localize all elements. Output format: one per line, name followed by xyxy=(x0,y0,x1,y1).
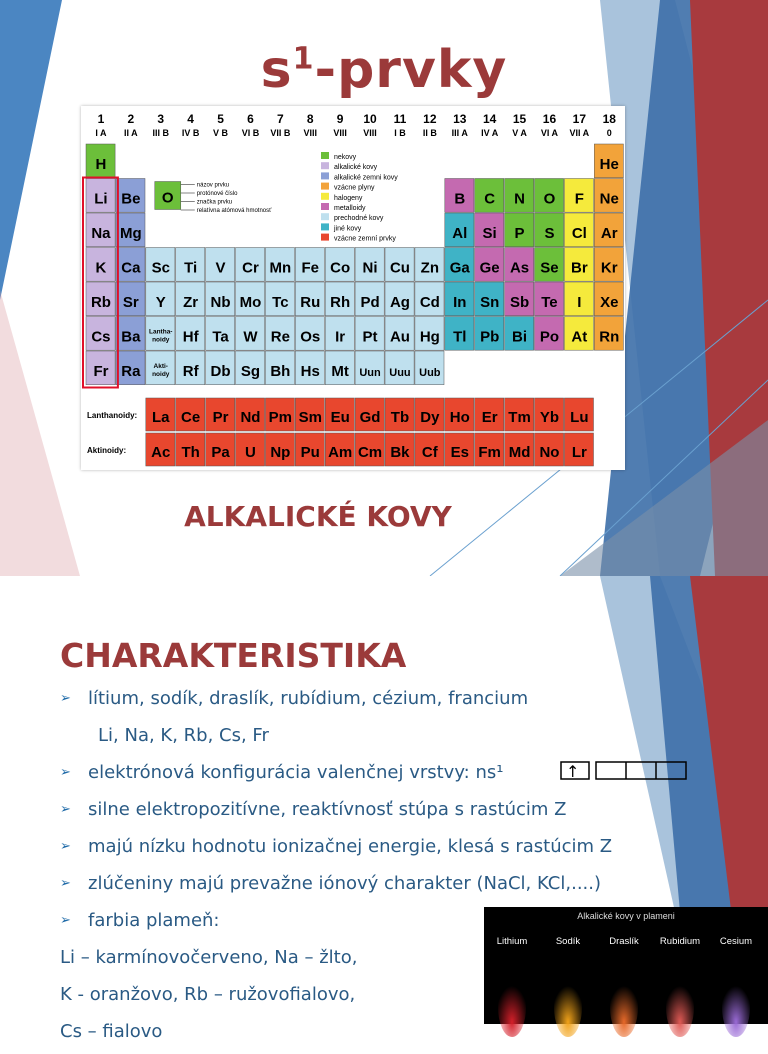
example-symbol: O xyxy=(161,189,174,207)
element-symbol: P xyxy=(514,225,525,242)
flame-shape xyxy=(498,977,526,1037)
element-symbol: Sc xyxy=(151,259,170,277)
element-symbol: Re xyxy=(270,328,290,346)
example-label: názov prvku xyxy=(196,182,230,189)
legend-label: jiné kovy xyxy=(334,225,362,233)
example-label: relatívna atómová hmotnosť xyxy=(196,208,272,214)
group-roman: III A xyxy=(451,128,468,138)
element-symbol: Fm xyxy=(478,444,501,461)
element-symbol: Co xyxy=(330,259,351,277)
flame-label: Sodík xyxy=(555,936,581,947)
element-symbol: Tc xyxy=(272,294,289,311)
element-symbol: Mn xyxy=(269,259,292,277)
legend-swatch xyxy=(321,213,329,220)
legend-swatch xyxy=(321,203,329,210)
legend-label: prechodné kovy xyxy=(334,215,384,223)
group-roman: I A xyxy=(95,128,107,138)
group-roman: VI B xyxy=(241,128,260,138)
flame-test-photo xyxy=(484,907,768,1024)
group-number: 4 xyxy=(187,112,194,126)
element-symbol: Pt xyxy=(362,328,378,346)
group-number: 8 xyxy=(306,112,314,126)
slide-2 xyxy=(0,576,768,1042)
orbital-diagram xyxy=(560,760,690,782)
element-symbol: N xyxy=(514,190,525,208)
element-symbol: Cl xyxy=(571,225,587,242)
element-symbol: No xyxy=(539,444,560,461)
group-number: 11 xyxy=(393,112,407,126)
element-symbol: Pa xyxy=(211,444,230,461)
element-symbol: Mt xyxy=(331,363,349,380)
group-number: 1 xyxy=(97,112,105,126)
element-symbol: In xyxy=(453,294,467,311)
group-number: 18 xyxy=(602,112,616,126)
bullet-arrow-icon: ➢ xyxy=(60,839,71,854)
element-symbol: Pu xyxy=(300,444,320,461)
slide1-title: $s^1$-prvky xyxy=(260,40,508,100)
element-symbol: Ir xyxy=(335,328,346,346)
element-symbol: Pr xyxy=(212,409,229,426)
element-symbol: Rh xyxy=(330,294,351,311)
element-symbol: Nd xyxy=(240,409,261,426)
group-roman: VII B xyxy=(270,128,291,138)
p-orbital-boxes xyxy=(596,762,686,779)
flame-test-svg xyxy=(484,907,768,1024)
group-number: 12 xyxy=(423,112,437,126)
electron-arrow: ↑ xyxy=(566,762,580,781)
list-item-text: Cs – fialovo xyxy=(60,1021,163,1042)
legend-swatch xyxy=(321,172,329,179)
bullet-arrow-icon: ➢ xyxy=(60,876,71,891)
element-symbol: Al xyxy=(452,225,468,242)
element-symbol: Ga xyxy=(449,259,470,277)
group-number: 5 xyxy=(217,112,224,126)
group-roman: VIII xyxy=(363,128,377,138)
element-symbol: Ni xyxy=(362,259,378,277)
list-item-text: elektrónová konfigurácia valenčnej vrstvy: ns¹ xyxy=(88,762,504,783)
element-symbol: W xyxy=(243,328,258,346)
flame-photo-title: Alkalické kovy v plameni xyxy=(577,911,675,921)
list-item xyxy=(60,721,720,758)
element-symbol: Np xyxy=(270,444,291,461)
element-symbol: As xyxy=(509,259,530,277)
element-symbol: Ac xyxy=(151,444,171,461)
element-symbol: Ce xyxy=(181,409,201,426)
element-symbol: Mg xyxy=(120,225,142,242)
element-symbol: Ba xyxy=(121,328,141,346)
flame-shape xyxy=(554,977,582,1037)
element-symbol: Si xyxy=(482,225,497,242)
flame-label: Lithium xyxy=(496,936,528,947)
legend-swatch xyxy=(321,234,329,241)
group-number: 15 xyxy=(512,112,527,126)
element-symbol: Lu xyxy=(570,409,589,426)
group-roman: IV B xyxy=(181,128,200,138)
legend-swatch xyxy=(321,223,329,230)
element-symbol: Li xyxy=(94,190,108,208)
element-symbol: Rb xyxy=(90,294,111,311)
element-symbol: Y xyxy=(155,294,166,311)
element-symbol: H xyxy=(95,156,107,173)
list-item-text: farbia plameň: xyxy=(88,910,220,931)
element-symbol: Dy xyxy=(420,409,440,426)
flame-shape xyxy=(722,977,750,1037)
element-symbol: C xyxy=(484,190,496,208)
legend-swatch xyxy=(321,193,329,200)
element-symbol: Ag xyxy=(389,294,410,311)
element-symbol: Sn xyxy=(480,294,500,311)
series-label: Akti- xyxy=(153,363,168,370)
element-symbol: Te xyxy=(541,294,558,311)
group-number: 10 xyxy=(363,112,377,126)
element-symbol: Es xyxy=(450,444,469,461)
element-symbol: Er xyxy=(481,409,498,426)
flame-label: Draslík xyxy=(609,936,639,947)
group-roman: II B xyxy=(422,128,437,138)
legend-label: alkalické kovy xyxy=(334,164,378,172)
group-roman: V B xyxy=(213,128,229,138)
element-symbol: Ti xyxy=(184,259,198,277)
element-symbol: Cs xyxy=(91,328,111,346)
element-symbol: Bh xyxy=(270,363,291,380)
group-number: 7 xyxy=(277,112,284,126)
element-symbol: Ra xyxy=(121,363,141,380)
element-symbol: La xyxy=(151,409,170,426)
group-roman: VI A xyxy=(540,128,559,138)
element-symbol: Cf xyxy=(421,444,438,461)
element-symbol: Cm xyxy=(357,444,383,461)
element-symbol: Ge xyxy=(479,259,500,277)
list-item xyxy=(60,869,720,906)
list-item-text: zlúčeniny majú prevažne iónový charakter (NaCl, KCl,....) xyxy=(88,873,602,894)
element-symbol: Nb xyxy=(210,294,231,311)
group-roman: V A xyxy=(512,128,527,138)
element-symbol: Bk xyxy=(390,444,410,461)
list-item-text: silne elektropozitívne, reaktívnosť stúpa s rastúcim Z xyxy=(88,799,567,820)
series-label: Lantha- xyxy=(149,328,173,336)
element-symbol: O xyxy=(543,190,556,208)
group-number: 17 xyxy=(572,112,587,126)
legend-label: metalloidy xyxy=(334,205,366,212)
element-symbol: Hg xyxy=(419,328,440,346)
series-label: noidy xyxy=(152,371,170,378)
element-symbol: Po xyxy=(539,328,560,346)
element-symbol: Sm xyxy=(298,409,322,426)
group-number: 14 xyxy=(482,112,497,126)
list-item xyxy=(60,832,720,869)
lanthanoids-label: Lanthanoidy: xyxy=(87,411,138,420)
legend-label: vzácne plyny xyxy=(334,184,375,192)
flame-shape xyxy=(666,977,694,1037)
group-roman: VII A xyxy=(569,128,590,138)
element-symbol: Xe xyxy=(600,294,619,311)
legend-label: vzácne zemní prvky xyxy=(334,235,396,243)
group-number: 9 xyxy=(336,112,344,126)
element-symbol: Hs xyxy=(300,363,320,380)
element-symbol: Yb xyxy=(539,409,560,426)
element-symbol: Pb xyxy=(480,328,500,346)
example-label: značka prvku xyxy=(196,199,233,206)
element-symbol: U xyxy=(245,444,256,461)
element-symbol: Cr xyxy=(242,259,259,277)
element-symbol: F xyxy=(574,190,584,208)
element-symbol: Sr xyxy=(122,294,139,311)
element-symbol: Au xyxy=(389,328,410,346)
group-number: 13 xyxy=(453,112,467,126)
group-roman: 0 xyxy=(606,128,612,138)
slide1-subtitle: ALKALICKÉ KOVY xyxy=(184,500,452,533)
element-symbol: Na xyxy=(91,225,111,242)
left-pink-stripe xyxy=(0,290,80,576)
legend-label: alkalické zemni kovy xyxy=(334,174,398,182)
element-symbol: At xyxy=(571,328,588,346)
element-symbol: Th xyxy=(181,444,200,461)
list-item-text: lítium, sodík, draslík, rubídium, cézium, francium xyxy=(88,688,529,709)
element-symbol: V xyxy=(215,259,226,277)
periodic-table xyxy=(81,106,625,470)
element-symbol: I xyxy=(577,294,582,311)
element-symbol: Pm xyxy=(268,409,293,426)
list-item-text: Li, Na, K, Rb, Cs, Fr xyxy=(98,725,269,746)
group-roman: III B xyxy=(152,128,170,138)
periodic-table-image xyxy=(81,106,625,470)
group-number: 6 xyxy=(247,112,254,126)
element-symbol: Ho xyxy=(449,409,470,426)
group-roman: II A xyxy=(124,128,138,138)
bullet-arrow-icon: ➢ xyxy=(60,765,71,780)
bullet-arrow-icon: ➢ xyxy=(60,802,71,817)
element-symbol: Uun xyxy=(359,367,381,379)
element-symbol: Ru xyxy=(300,294,321,311)
element-symbol: Sg xyxy=(240,363,261,380)
legend-swatch xyxy=(321,183,329,190)
element-symbol: Mo xyxy=(239,294,262,311)
element-symbol: Hf xyxy=(182,328,199,346)
group-number: 16 xyxy=(542,112,557,126)
actinoids-label: Aktinoidy: xyxy=(87,446,127,455)
element-symbol: Rn xyxy=(599,328,620,346)
element-symbol: Be xyxy=(121,190,141,208)
element-symbol: K xyxy=(95,259,107,277)
group-roman: VIII xyxy=(333,128,347,138)
example-label: protónové číslo xyxy=(196,191,238,197)
element-symbol: Bi xyxy=(512,328,528,346)
group-number: 2 xyxy=(127,112,135,126)
slide2-heading: CHARAKTERISTIKA xyxy=(60,636,407,675)
element-symbol: Uuu xyxy=(389,367,411,379)
element-symbol: Sb xyxy=(509,294,530,311)
element-symbol: Ca xyxy=(121,259,141,277)
element-symbol: Lr xyxy=(571,444,587,461)
element-symbol: Tb xyxy=(390,409,410,426)
list-item xyxy=(60,795,720,832)
element-symbol: Zr xyxy=(183,294,199,311)
element-symbol: Ta xyxy=(212,328,229,346)
bullet-arrow-icon: ➢ xyxy=(60,691,71,706)
element-symbol: B xyxy=(454,190,466,208)
list-item-text: K - oranžovo, Rb – ružovofialovo, xyxy=(60,984,356,1005)
element-symbol: Uub xyxy=(419,367,441,379)
element-symbol: Am xyxy=(328,444,353,461)
element-symbol: Kr xyxy=(600,259,618,277)
element-symbol: Eu xyxy=(330,409,350,426)
bullet-arrow-icon: ➢ xyxy=(60,913,71,928)
element-symbol: Tm xyxy=(508,409,531,426)
element-symbol: Se xyxy=(540,259,559,277)
group-roman: VIII xyxy=(303,128,318,138)
element-symbol: Cu xyxy=(389,259,410,277)
flame-shape xyxy=(610,977,638,1037)
legend-label: nekovy xyxy=(334,154,357,161)
flame-label: Rubidium xyxy=(659,936,701,947)
element-symbol: Pd xyxy=(360,294,380,311)
legend-label: halogeny xyxy=(334,194,363,202)
list-item-text: majú nízku hodnotu ionizačnej energie, klesá s rastúcim Z xyxy=(88,836,613,857)
element-symbol: Zn xyxy=(420,259,440,277)
element-symbol: Br xyxy=(571,259,588,277)
element-symbol: Md xyxy=(508,444,531,461)
list-item xyxy=(60,684,720,721)
element-symbol: Gd xyxy=(359,409,381,426)
element-symbol: Cd xyxy=(419,294,440,311)
element-symbol: Fr xyxy=(93,363,109,380)
element-symbol: Fe xyxy=(301,259,320,277)
list-item-text: Li – karmínovočerveno, Na – žlto, xyxy=(60,947,358,968)
element-symbol: Rf xyxy=(182,363,199,380)
legend-swatch xyxy=(321,152,329,159)
series-label: noidy xyxy=(152,336,170,344)
element-symbol: Os xyxy=(300,328,321,346)
group-roman: I B xyxy=(394,128,406,138)
flame-label: Cesium xyxy=(719,936,753,947)
group-roman: IV A xyxy=(481,128,499,138)
element-symbol: Db xyxy=(210,363,231,380)
element-symbol: Ne xyxy=(599,190,619,208)
element-symbol: He xyxy=(599,156,619,173)
element-symbol: S xyxy=(544,225,555,242)
legend-swatch xyxy=(321,162,329,169)
element-symbol: Ar xyxy=(600,225,618,242)
element-symbol: Tl xyxy=(453,328,467,346)
group-number: 3 xyxy=(157,112,165,126)
